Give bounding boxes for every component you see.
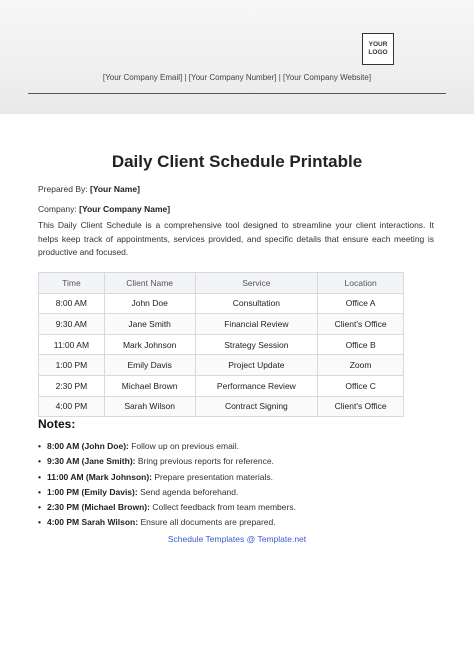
cell-service: Project Update (195, 355, 318, 376)
note-text: Follow up on previous email. (128, 441, 239, 451)
note-label: 9:30 AM (Jane Smith): (47, 456, 136, 467)
table-row (39, 396, 404, 417)
footer-separator: @ (244, 534, 258, 544)
note-label: 2:30 PM (Michael Brown): (47, 502, 150, 513)
note-label: 11:00 AM (Mark Johnson): (47, 471, 153, 482)
bullet-mark: • (38, 456, 41, 467)
cell-time: 8:00 AM (39, 293, 105, 314)
company-line (38, 204, 170, 214)
column-header-location: Location (318, 273, 404, 294)
note-text: Bring previous reports for reference. (135, 456, 274, 467)
header-divider (28, 93, 446, 94)
cell-time: 4:00 PM (39, 396, 105, 417)
cell-service: Financial Review (195, 314, 318, 335)
cell-location: Office A (318, 293, 404, 314)
note-label: 8:00 AM (John Doe): (47, 441, 129, 451)
column-header-service: Service (195, 273, 318, 294)
company-label: Company: (38, 204, 77, 214)
cell-time: 11:00 AM (39, 334, 105, 355)
cell-client: Mark Johnson (104, 334, 195, 355)
note-text: Send agenda beforehand. (137, 486, 239, 497)
table-header-row (39, 273, 404, 294)
list-item (38, 472, 296, 487)
table-row (39, 355, 404, 376)
schedule-table (38, 272, 404, 417)
table-row (39, 314, 404, 335)
cell-time: 9:30 AM (39, 314, 105, 335)
cell-client: Michael Brown (104, 375, 195, 396)
prepared-by-label: Prepared By: (38, 184, 88, 194)
cell-location: Client's Office (318, 314, 404, 335)
bullet-mark: • (38, 517, 41, 528)
cell-service: Contract Signing (195, 396, 318, 417)
bullet-mark: • (38, 486, 41, 497)
document-title: Daily Client Schedule Printable (111, 152, 363, 171)
list-item (38, 517, 296, 532)
prepared-by-line (38, 184, 140, 194)
company-contact-line: [Your Company Email] | [Your Company Number] | [Your Company Website] (102, 73, 372, 82)
intro-paragraph: This Daily Client Schedule is a comprehensive tool designed to streamline your client interactions. It helps keep track of appointments, services provided, and specific details that ensure each meeting is productive and focused. (38, 220, 434, 257)
cell-service: Consultation (195, 293, 318, 314)
cell-location: Office B (318, 334, 404, 355)
list-item (38, 487, 296, 502)
cell-location: Client's Office (318, 396, 404, 417)
note-text: Collect feedback from team members. (149, 502, 296, 513)
list-item (38, 456, 296, 471)
template-net-link[interactable]: Template.net (257, 534, 307, 544)
company-logo (362, 33, 394, 65)
column-header-time: Time (39, 273, 105, 294)
logo-line-2: LOGO (368, 49, 388, 56)
list-item (38, 441, 296, 456)
cell-service: Performance Review (195, 375, 318, 396)
letterhead (0, 0, 474, 114)
cell-client: Emily Davis (104, 355, 195, 376)
cell-client: Jane Smith (104, 314, 195, 335)
prepared-by-value: [Your Name] (90, 184, 140, 194)
notes-heading: Notes: (38, 417, 76, 431)
note-label: 4:00 PM Sarah Wilson: (47, 517, 139, 528)
cell-location: Office C (318, 375, 404, 396)
note-text: Prepare presentation materials. (152, 471, 273, 482)
cell-time: 1:00 PM (39, 355, 105, 376)
logo-line-1: YOUR (368, 41, 388, 48)
table-row (39, 334, 404, 355)
cell-location: Zoom (318, 355, 404, 376)
note-text: Ensure all documents are prepared. (138, 517, 276, 528)
bullet-mark: • (38, 502, 41, 513)
column-header-client: Client Name (104, 273, 195, 294)
cell-client: John Doe (104, 293, 195, 314)
notes-list (38, 441, 296, 533)
table-row (39, 293, 404, 314)
note-label: 1:00 PM (Emily Davis): (47, 486, 138, 497)
bullet-mark: • (38, 471, 41, 482)
table-row (39, 375, 404, 396)
cell-service: Strategy Session (195, 334, 318, 355)
cell-client: Sarah Wilson (104, 396, 195, 417)
company-value: [Your Company Name] (79, 204, 171, 214)
footer-credit (0, 534, 474, 544)
cell-time: 2:30 PM (39, 375, 105, 396)
list-item (38, 502, 296, 517)
bullet-mark: • (38, 441, 41, 451)
schedule-templates-link[interactable]: Schedule Templates (167, 534, 245, 544)
